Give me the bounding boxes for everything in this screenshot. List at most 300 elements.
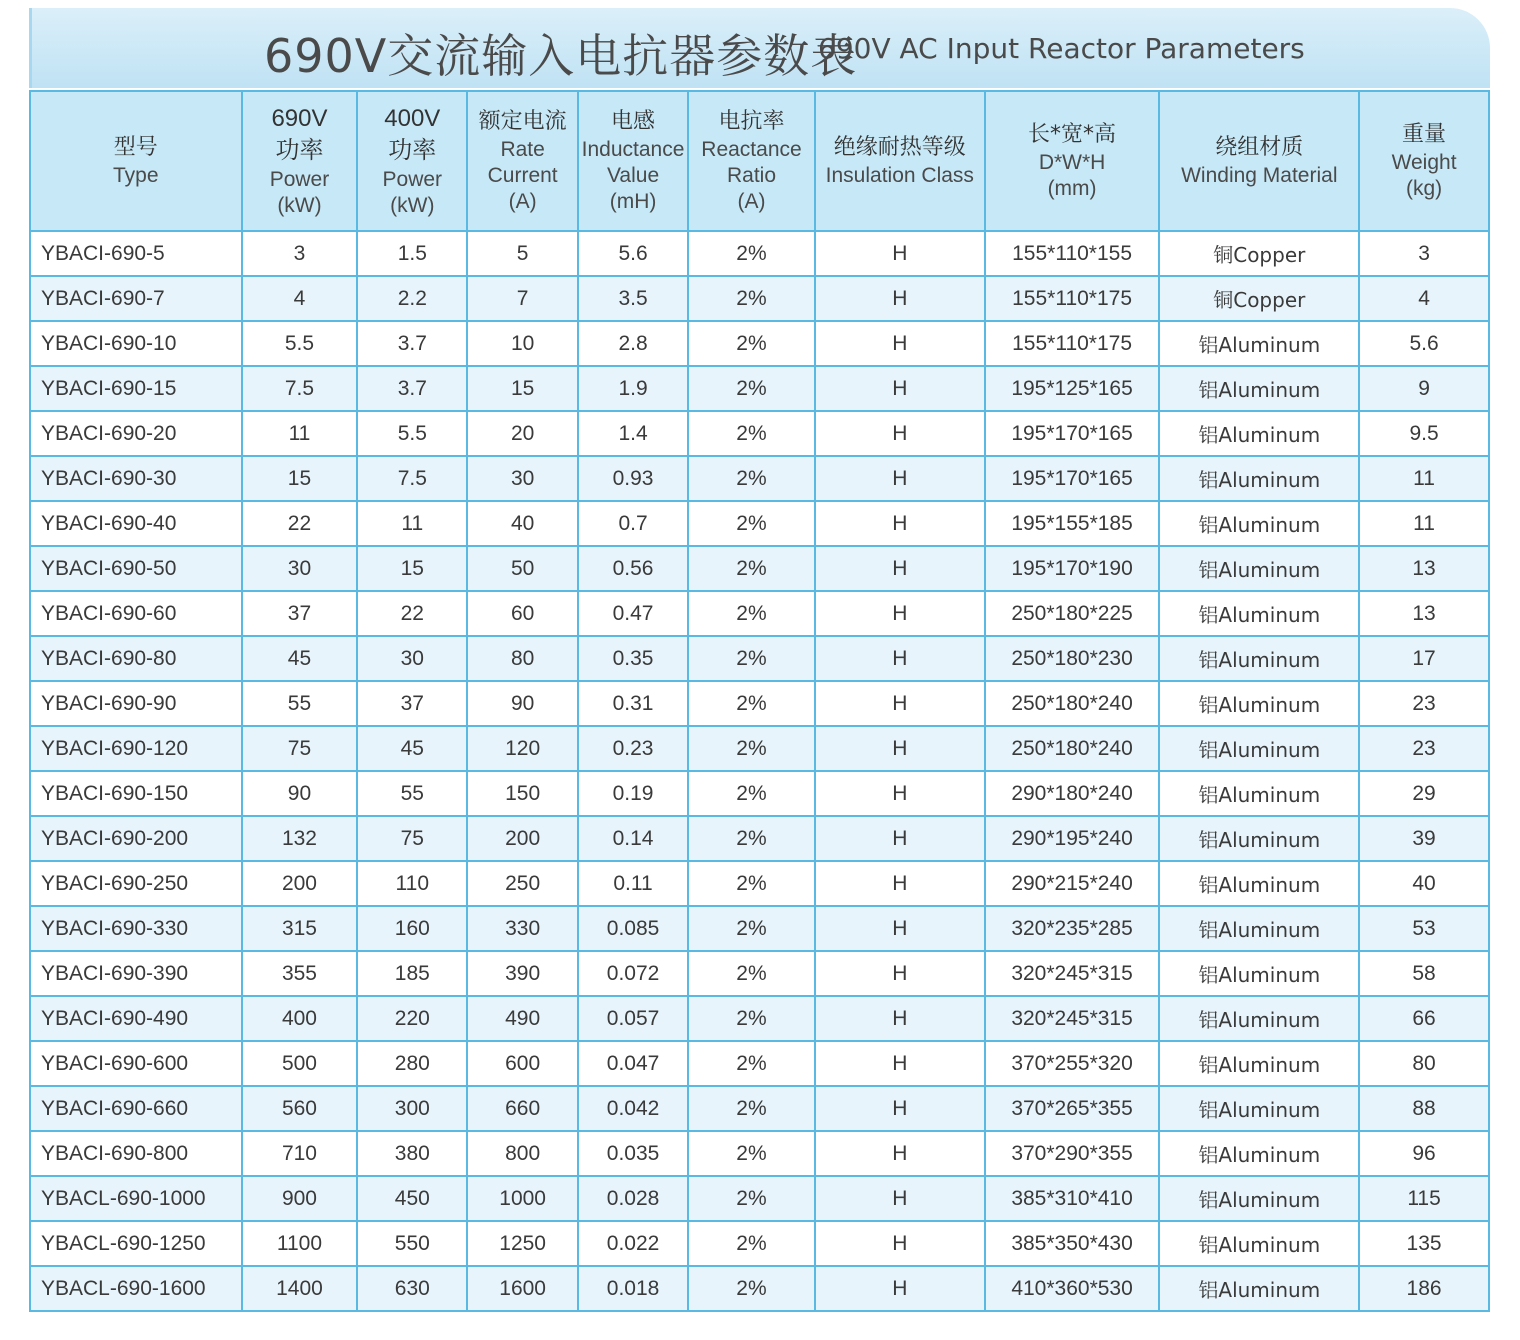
header-current-cn: 额定电流	[478, 109, 567, 134]
table-row	[30, 681, 1489, 726]
cell-winding-material: 铝Aluminum	[1159, 1176, 1359, 1221]
cell-weight: 58	[1359, 951, 1489, 996]
cell-reactance-ratio: 2%	[688, 1131, 815, 1176]
cell-power-690: 900	[242, 1176, 358, 1221]
cell-type: YBACI-690-20	[30, 411, 242, 456]
cell-power-400: 220	[357, 996, 467, 1041]
table-row	[30, 1086, 1489, 1131]
cell-insulation-class: H	[815, 456, 985, 501]
cell-type: YBACI-690-490	[30, 996, 242, 1041]
cell-power-690: 200	[242, 861, 358, 906]
cell-insulation-class: H	[815, 771, 985, 816]
cell-dimensions: 290*195*240	[985, 816, 1160, 861]
cell-weight: 5.6	[1359, 321, 1489, 366]
cell-weight: 9.5	[1359, 411, 1489, 456]
cell-insulation-class: H	[815, 231, 985, 276]
table-row	[30, 591, 1489, 636]
cell-reactance-ratio: 2%	[688, 951, 815, 996]
cell-winding-material: 铝Aluminum	[1159, 1041, 1359, 1086]
header-inductance-en2: Value	[606, 164, 660, 187]
header-material-en: Winding Material	[1181, 164, 1338, 187]
cell-rated-current: 250	[467, 861, 578, 906]
cell-type: YBACI-690-50	[30, 546, 242, 591]
cell-power-690: 1400	[242, 1266, 358, 1311]
cell-dimensions: 155*110*175	[985, 321, 1160, 366]
cell-power-400: 630	[357, 1266, 467, 1311]
cell-power-690: 75	[242, 726, 358, 771]
cell-power-400: 380	[357, 1131, 467, 1176]
cell-power-400: 37	[357, 681, 467, 726]
cell-weight: 4	[1359, 276, 1489, 321]
cell-inductance: 0.19	[578, 771, 688, 816]
cell-inductance: 0.93	[578, 456, 688, 501]
header-dimensions	[985, 91, 1160, 231]
cell-rated-current: 60	[467, 591, 578, 636]
cell-inductance: 3.5	[578, 276, 688, 321]
cell-power-400: 550	[357, 1221, 467, 1266]
cell-reactance-ratio: 2%	[688, 636, 815, 681]
cell-inductance: 0.057	[578, 996, 688, 1041]
cell-power-690: 11	[242, 411, 358, 456]
cell-inductance: 0.028	[578, 1176, 688, 1221]
cell-winding-material: 铜Copper	[1159, 276, 1359, 321]
cell-winding-material: 铝Aluminum	[1159, 591, 1359, 636]
cell-power-690: 560	[242, 1086, 358, 1131]
cell-inductance: 0.047	[578, 1041, 688, 1086]
cell-inductance: 0.042	[578, 1086, 688, 1131]
header-reactance-ratio	[688, 91, 815, 231]
cell-power-690: 355	[242, 951, 358, 996]
cell-inductance: 2.8	[578, 321, 688, 366]
cell-insulation-class: H	[815, 591, 985, 636]
cell-dimensions: 250*180*240	[985, 681, 1160, 726]
cell-winding-material: 铜Copper	[1159, 231, 1359, 276]
table-row	[30, 546, 1489, 591]
cell-type: YBACI-690-250	[30, 861, 242, 906]
table-row	[30, 411, 1489, 456]
table-row	[30, 276, 1489, 321]
cell-power-690: 45	[242, 636, 358, 681]
cell-rated-current: 30	[467, 456, 578, 501]
header-power-690-voltage: 690V	[271, 105, 328, 132]
cell-inductance: 0.23	[578, 726, 688, 771]
cell-power-690: 500	[242, 1041, 358, 1086]
cell-type: YBACI-690-80	[30, 636, 242, 681]
cell-inductance: 0.7	[578, 501, 688, 546]
cell-rated-current: 330	[467, 906, 578, 951]
cell-weight: 17	[1359, 636, 1489, 681]
cell-winding-material: 铝Aluminum	[1159, 1221, 1359, 1266]
cell-inductance: 0.035	[578, 1131, 688, 1176]
cell-rated-current: 20	[467, 411, 578, 456]
cell-rated-current: 80	[467, 636, 578, 681]
cell-winding-material: 铝Aluminum	[1159, 681, 1359, 726]
cell-weight: 13	[1359, 591, 1489, 636]
cell-type: YBACL-690-1000	[30, 1176, 242, 1221]
table-row	[30, 1131, 1489, 1176]
cell-type: YBACI-690-150	[30, 771, 242, 816]
cell-reactance-ratio: 2%	[688, 321, 815, 366]
cell-reactance-ratio: 2%	[688, 816, 815, 861]
cell-power-400: 75	[357, 816, 467, 861]
cell-power-690: 4	[242, 276, 358, 321]
cell-rated-current: 800	[467, 1131, 578, 1176]
table-row	[30, 231, 1489, 276]
cell-weight: 40	[1359, 861, 1489, 906]
header-inductance-cn: 电感	[611, 109, 656, 134]
cell-reactance-ratio: 2%	[688, 276, 815, 321]
cell-rated-current: 5	[467, 231, 578, 276]
cell-power-690: 400	[242, 996, 358, 1041]
cell-insulation-class: H	[815, 681, 985, 726]
cell-weight: 3	[1359, 231, 1489, 276]
cell-insulation-class: H	[815, 1221, 985, 1266]
header-inductance-en1: Inductance	[581, 138, 685, 161]
cell-winding-material: 铝Aluminum	[1159, 1086, 1359, 1131]
cell-reactance-ratio: 2%	[688, 861, 815, 906]
table-row	[30, 366, 1489, 411]
table-row	[30, 726, 1489, 771]
cell-inductance: 0.11	[578, 861, 688, 906]
header-power-400-unit: (kW)	[390, 194, 435, 217]
cell-winding-material: 铝Aluminum	[1159, 456, 1359, 501]
cell-inductance: 0.072	[578, 951, 688, 996]
cell-power-690: 710	[242, 1131, 358, 1176]
table-row	[30, 456, 1489, 501]
table-row	[30, 906, 1489, 951]
header-type	[30, 91, 242, 231]
cell-inductance: 0.35	[578, 636, 688, 681]
cell-rated-current: 150	[467, 771, 578, 816]
cell-power-400: 15	[357, 546, 467, 591]
cell-power-690: 132	[242, 816, 358, 861]
table-row	[30, 771, 1489, 816]
cell-dimensions: 155*110*155	[985, 231, 1160, 276]
cell-weight: 9	[1359, 366, 1489, 411]
cell-rated-current: 390	[467, 951, 578, 996]
cell-type: YBACI-690-330	[30, 906, 242, 951]
cell-insulation-class: H	[815, 906, 985, 951]
cell-power-690: 7.5	[242, 366, 358, 411]
cell-power-400: 3.7	[357, 366, 467, 411]
cell-rated-current: 200	[467, 816, 578, 861]
title-chinese: 690V交流输入电抗器参数表	[264, 29, 858, 83]
cell-rated-current: 50	[467, 546, 578, 591]
header-insulation-cn: 绝缘耐热等级	[833, 135, 966, 160]
table-row	[30, 501, 1489, 546]
cell-winding-material: 铝Aluminum	[1159, 1131, 1359, 1176]
header-insulation	[815, 91, 985, 231]
header-power-690-en: Power	[269, 168, 330, 191]
cell-insulation-class: H	[815, 1086, 985, 1131]
cell-rated-current: 490	[467, 996, 578, 1041]
header-row	[30, 91, 1489, 231]
cell-dimensions: 195*170*190	[985, 546, 1160, 591]
cell-reactance-ratio: 2%	[688, 1221, 815, 1266]
header-inductance-unit: (mH)	[609, 190, 657, 213]
cell-inductance: 0.31	[578, 681, 688, 726]
header-power-400	[357, 91, 467, 231]
title-english: 690V AC Input Reactor Parameters	[818, 32, 1305, 65]
cell-winding-material: 铝Aluminum	[1159, 411, 1359, 456]
cell-insulation-class: H	[815, 726, 985, 771]
cell-weight: 96	[1359, 1131, 1489, 1176]
cell-rated-current: 10	[467, 321, 578, 366]
cell-power-690: 15	[242, 456, 358, 501]
cell-power-400: 160	[357, 906, 467, 951]
cell-reactance-ratio: 2%	[688, 501, 815, 546]
cell-reactance-ratio: 2%	[688, 1086, 815, 1131]
header-dims-en: D*W*H	[1038, 151, 1106, 174]
cell-power-690: 30	[242, 546, 358, 591]
cell-power-400: 185	[357, 951, 467, 996]
cell-reactance-ratio: 2%	[688, 906, 815, 951]
header-current-en2: Current	[487, 164, 558, 187]
cell-winding-material: 铝Aluminum	[1159, 366, 1359, 411]
table-row	[30, 1176, 1489, 1221]
cell-weight: 115	[1359, 1176, 1489, 1221]
cell-power-400: 3.7	[357, 321, 467, 366]
cell-power-400: 30	[357, 636, 467, 681]
header-type-cn: 型号	[113, 135, 158, 160]
header-ratio-en1: Reactance	[701, 138, 802, 161]
cell-reactance-ratio: 2%	[688, 996, 815, 1041]
header-power-400-voltage: 400V	[384, 105, 441, 132]
cell-winding-material: 铝Aluminum	[1159, 861, 1359, 906]
cell-reactance-ratio: 2%	[688, 411, 815, 456]
cell-type: YBACI-690-60	[30, 591, 242, 636]
cell-inductance: 0.14	[578, 816, 688, 861]
cell-power-400: 11	[357, 501, 467, 546]
header-ratio-en2: Ratio	[726, 164, 776, 187]
cell-type: YBACI-690-10	[30, 321, 242, 366]
header-weight	[1359, 91, 1489, 231]
cell-winding-material: 铝Aluminum	[1159, 951, 1359, 996]
cell-insulation-class: H	[815, 636, 985, 681]
cell-type: YBACL-690-1250	[30, 1221, 242, 1266]
cell-power-400: 45	[357, 726, 467, 771]
cell-power-400: 7.5	[357, 456, 467, 501]
cell-type: YBACI-690-15	[30, 366, 242, 411]
cell-reactance-ratio: 2%	[688, 591, 815, 636]
cell-power-690: 90	[242, 771, 358, 816]
header-winding-material	[1159, 91, 1359, 231]
header-power-690	[242, 91, 358, 231]
cell-weight: 29	[1359, 771, 1489, 816]
cell-insulation-class: H	[815, 321, 985, 366]
cell-inductance: 0.56	[578, 546, 688, 591]
cell-reactance-ratio: 2%	[688, 1266, 815, 1311]
cell-power-690: 5.5	[242, 321, 358, 366]
header-power-400-en: Power	[382, 168, 443, 191]
cell-dimensions: 370*255*320	[985, 1041, 1160, 1086]
header-weight-cn: 重量	[1402, 122, 1447, 147]
cell-power-400: 55	[357, 771, 467, 816]
parameter-sheet	[29, 8, 1490, 1328]
cell-dimensions: 410*360*530	[985, 1266, 1160, 1311]
cell-insulation-class: H	[815, 276, 985, 321]
cell-reactance-ratio: 2%	[688, 546, 815, 591]
cell-power-690: 3	[242, 231, 358, 276]
cell-rated-current: 1600	[467, 1266, 578, 1311]
header-power-690-unit: (kW)	[277, 194, 322, 217]
cell-inductance: 0.085	[578, 906, 688, 951]
cell-power-400: 1.5	[357, 231, 467, 276]
cell-insulation-class: H	[815, 366, 985, 411]
cell-insulation-class: H	[815, 1041, 985, 1086]
header-type-en: Type	[113, 164, 159, 187]
cell-reactance-ratio: 2%	[688, 456, 815, 501]
cell-insulation-class: H	[815, 861, 985, 906]
table-row	[30, 816, 1489, 861]
cell-type: YBACL-690-1600	[30, 1266, 242, 1311]
cell-weight: 80	[1359, 1041, 1489, 1086]
cell-dimensions: 195*155*185	[985, 501, 1160, 546]
cell-power-400: 5.5	[357, 411, 467, 456]
header-power-690-cn: 功率	[275, 137, 324, 164]
cell-rated-current: 7	[467, 276, 578, 321]
cell-power-690: 55	[242, 681, 358, 726]
cell-winding-material: 铝Aluminum	[1159, 996, 1359, 1041]
cell-power-690: 1100	[242, 1221, 358, 1266]
cell-rated-current: 600	[467, 1041, 578, 1086]
table-body	[30, 231, 1489, 1311]
cell-weight: 39	[1359, 816, 1489, 861]
table-row	[30, 861, 1489, 906]
cell-reactance-ratio: 2%	[688, 681, 815, 726]
cell-winding-material: 铝Aluminum	[1159, 771, 1359, 816]
cell-dimensions: 320*245*315	[985, 996, 1160, 1041]
cell-winding-material: 铝Aluminum	[1159, 501, 1359, 546]
cell-winding-material: 铝Aluminum	[1159, 906, 1359, 951]
cell-weight: 23	[1359, 681, 1489, 726]
title-bar	[29, 8, 1490, 88]
cell-weight: 11	[1359, 456, 1489, 501]
cell-dimensions: 320*245*315	[985, 951, 1160, 996]
cell-winding-material: 铝Aluminum	[1159, 636, 1359, 681]
cell-power-690: 37	[242, 591, 358, 636]
cell-type: YBACI-690-200	[30, 816, 242, 861]
cell-weight: 13	[1359, 546, 1489, 591]
header-current-en1: Rate	[500, 138, 545, 161]
cell-type: YBACI-690-660	[30, 1086, 242, 1131]
header-ratio-unit: (A)	[737, 190, 766, 213]
header-material-cn: 绕组材质	[1215, 135, 1304, 160]
header-insulation-en: Insulation Class	[825, 164, 974, 187]
cell-power-400: 22	[357, 591, 467, 636]
header-inductance	[578, 91, 688, 231]
header-ratio-cn: 电抗率	[718, 109, 785, 134]
cell-winding-material: 铝Aluminum	[1159, 1266, 1359, 1311]
cell-insulation-class: H	[815, 951, 985, 996]
cell-weight: 23	[1359, 726, 1489, 771]
cell-inductance: 5.6	[578, 231, 688, 276]
cell-weight: 88	[1359, 1086, 1489, 1131]
cell-dimensions: 155*110*175	[985, 276, 1160, 321]
cell-reactance-ratio: 2%	[688, 771, 815, 816]
cell-power-400: 300	[357, 1086, 467, 1131]
header-current	[467, 91, 578, 231]
cell-dimensions: 385*310*410	[985, 1176, 1160, 1221]
cell-dimensions: 320*235*285	[985, 906, 1160, 951]
cell-inductance: 0.47	[578, 591, 688, 636]
table-row	[30, 996, 1489, 1041]
cell-type: YBACI-690-600	[30, 1041, 242, 1086]
cell-power-690: 22	[242, 501, 358, 546]
cell-dimensions: 195*125*165	[985, 366, 1160, 411]
cell-dimensions: 290*215*240	[985, 861, 1160, 906]
cell-type: YBACI-690-800	[30, 1131, 242, 1176]
cell-inductance: 1.9	[578, 366, 688, 411]
cell-weight: 53	[1359, 906, 1489, 951]
cell-weight: 135	[1359, 1221, 1489, 1266]
cell-insulation-class: H	[815, 411, 985, 456]
table-row	[30, 1041, 1489, 1086]
cell-rated-current: 90	[467, 681, 578, 726]
cell-winding-material: 铝Aluminum	[1159, 321, 1359, 366]
cell-type: YBACI-690-40	[30, 501, 242, 546]
cell-insulation-class: H	[815, 1266, 985, 1311]
cell-insulation-class: H	[815, 1131, 985, 1176]
cell-type: YBACI-690-30	[30, 456, 242, 501]
cell-dimensions: 370*265*355	[985, 1086, 1160, 1131]
cell-reactance-ratio: 2%	[688, 231, 815, 276]
table-row	[30, 1221, 1489, 1266]
cell-dimensions: 290*180*240	[985, 771, 1160, 816]
cell-rated-current: 40	[467, 501, 578, 546]
cell-rated-current: 1000	[467, 1176, 578, 1221]
table-row	[30, 636, 1489, 681]
cell-power-400: 110	[357, 861, 467, 906]
cell-insulation-class: H	[815, 816, 985, 861]
cell-rated-current: 1250	[467, 1221, 578, 1266]
table-row	[30, 1266, 1489, 1311]
cell-winding-material: 铝Aluminum	[1159, 816, 1359, 861]
cell-dimensions: 195*170*165	[985, 411, 1160, 456]
cell-power-690: 315	[242, 906, 358, 951]
cell-inductance: 1.4	[578, 411, 688, 456]
cell-dimensions: 370*290*355	[985, 1131, 1160, 1176]
cell-insulation-class: H	[815, 1176, 985, 1221]
table-row	[30, 951, 1489, 996]
table-row	[30, 321, 1489, 366]
cell-rated-current: 660	[467, 1086, 578, 1131]
cell-reactance-ratio: 2%	[688, 1041, 815, 1086]
cell-rated-current: 15	[467, 366, 578, 411]
cell-weight: 11	[1359, 501, 1489, 546]
cell-dimensions: 250*180*230	[985, 636, 1160, 681]
header-weight-en: Weight	[1391, 151, 1457, 174]
header-dims-cn: 长*宽*高	[1028, 122, 1117, 147]
cell-dimensions: 385*350*430	[985, 1221, 1160, 1266]
cell-reactance-ratio: 2%	[688, 1176, 815, 1221]
cell-reactance-ratio: 2%	[688, 366, 815, 411]
cell-insulation-class: H	[815, 996, 985, 1041]
cell-type: YBACI-690-5	[30, 231, 242, 276]
cell-weight: 186	[1359, 1266, 1489, 1311]
cell-power-400: 2.2	[357, 276, 467, 321]
cell-type: YBACI-690-90	[30, 681, 242, 726]
cell-reactance-ratio: 2%	[688, 726, 815, 771]
cell-insulation-class: H	[815, 501, 985, 546]
parameter-table	[29, 90, 1490, 1312]
header-dims-unit: (mm)	[1047, 177, 1097, 200]
cell-weight: 66	[1359, 996, 1489, 1041]
header-power-400-cn: 功率	[388, 137, 437, 164]
cell-dimensions: 250*180*225	[985, 591, 1160, 636]
cell-dimensions: 250*180*240	[985, 726, 1160, 771]
cell-type: YBACI-690-120	[30, 726, 242, 771]
